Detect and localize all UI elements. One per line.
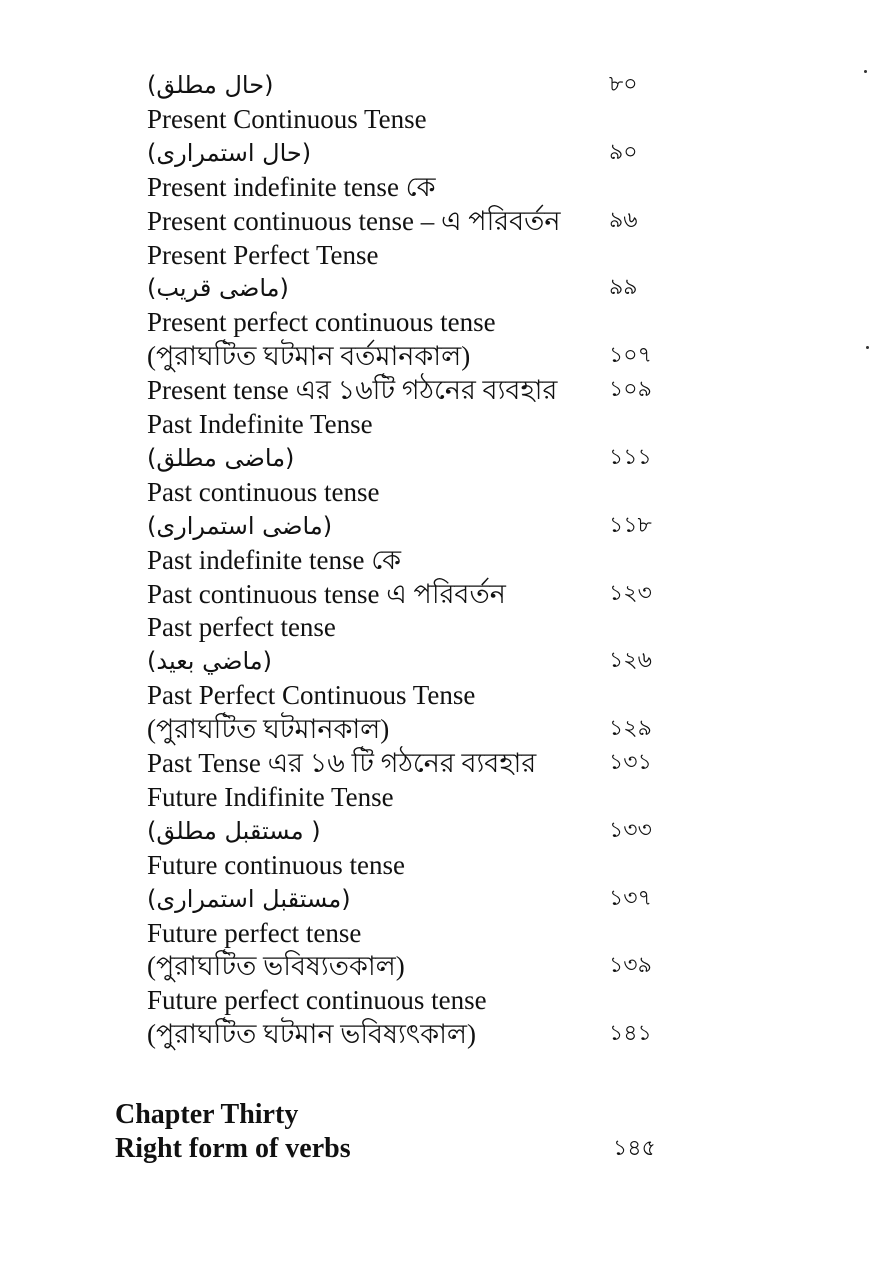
toc-entry-page-number: ১২৬ bbox=[609, 648, 652, 674]
toc-entry-page-number: ৯৯ bbox=[609, 275, 638, 301]
toc-entry-page-number: ১১৮ bbox=[609, 512, 652, 538]
chapter-heading bbox=[115, 1098, 298, 1132]
toc-entry-title: Future Indifinite Tense bbox=[147, 781, 394, 812]
toc-entry bbox=[147, 136, 677, 170]
toc-entry-title: (حال مطلق) bbox=[147, 71, 274, 99]
toc-entry-title: (ماضی استمراری) bbox=[147, 511, 333, 540]
toc-entry-title: (পুরাঘটিত ঘটমান বর্তমানকাল) bbox=[147, 341, 471, 372]
toc-entry-title: Present Perfect Tense bbox=[147, 239, 379, 270]
toc-entry bbox=[147, 577, 677, 611]
chapter-heading-text: Chapter Thirty bbox=[115, 1099, 299, 1130]
toc-entry bbox=[147, 475, 677, 509]
toc-entry bbox=[147, 882, 677, 916]
toc-entry bbox=[147, 949, 677, 983]
toc-entry bbox=[147, 916, 677, 950]
toc-entry-title: (ماضي بعيد) bbox=[147, 647, 273, 676]
toc-entry-page-number: ১৩৩ bbox=[609, 817, 652, 843]
toc-entry bbox=[147, 271, 677, 305]
toc-entry-title: (حال استمراری) bbox=[147, 138, 312, 167]
toc-entry bbox=[147, 678, 677, 712]
toc-entry-title: Future perfect tense bbox=[147, 917, 362, 948]
toc-entry bbox=[147, 407, 677, 441]
toc-entry bbox=[147, 441, 677, 475]
toc-entry-title: (ماضی قریب) bbox=[147, 274, 289, 303]
toc-entry-title: Present Continuous Tense bbox=[147, 103, 427, 134]
toc-entry-title: Past continuous tense এ পরিবর্তন bbox=[147, 578, 506, 609]
toc-entry-page-number: ৮০ bbox=[609, 72, 638, 97]
toc-entry-title: Present indefinite tense কে bbox=[147, 171, 436, 202]
toc-entry-page-number: ১৩১ bbox=[609, 750, 652, 775]
toc-entry bbox=[147, 644, 677, 678]
toc-entry-page-number: ১২৯ bbox=[609, 716, 652, 742]
toc-entry-page-number: ১৪১ bbox=[609, 1021, 652, 1047]
scan-speck bbox=[864, 70, 867, 73]
toc-entry bbox=[147, 68, 677, 102]
toc-entry-page-number: ১২৩ bbox=[609, 580, 652, 606]
toc-entry bbox=[147, 780, 677, 814]
chapter-title-row bbox=[115, 1132, 656, 1166]
chapter-page-number: ১৪৫ bbox=[613, 1136, 656, 1161]
toc-entry bbox=[147, 983, 677, 1017]
toc-entry-page-number: ১৩৭ bbox=[609, 885, 652, 911]
toc-entry-page-number: ১১১ bbox=[609, 444, 652, 470]
toc-entry-title: Past continuous tense bbox=[147, 476, 380, 507]
toc-entry bbox=[147, 373, 677, 407]
toc-entry-title: Past Perfect Continuous Tense bbox=[147, 680, 476, 711]
toc-entry-title: (পুরাঘটিত ঘটমানকাল) bbox=[147, 714, 390, 745]
toc-entry-page-number: ১০৯ bbox=[609, 377, 652, 403]
toc-entry bbox=[147, 814, 677, 848]
toc-entry-title: Present perfect continuous tense bbox=[147, 307, 496, 338]
toc-entry bbox=[147, 339, 677, 373]
toc-entry bbox=[147, 1017, 677, 1051]
toc-entry bbox=[147, 170, 677, 204]
toc-entry-title: (পুরাঘটিত ঘটমান ভবিষ্যৎকাল) bbox=[147, 1019, 477, 1050]
scan-speck bbox=[866, 346, 869, 349]
toc-entry-title: Future continuous tense bbox=[147, 849, 405, 880]
toc-entry-page-number: ৯০ bbox=[609, 139, 638, 165]
toc-entry-title: Present continuous tense – এ পরিবর্তন bbox=[147, 205, 561, 236]
toc-entry bbox=[147, 746, 677, 780]
toc-entry-page-number: ১০৭ bbox=[609, 343, 652, 369]
toc-entry-page-number: ৯৬ bbox=[609, 207, 638, 233]
toc-entry bbox=[147, 712, 677, 746]
toc-entry-title: (ماضی مطلق) bbox=[147, 443, 295, 472]
toc-entry-title: Future perfect continuous tense bbox=[147, 985, 487, 1016]
toc-entry bbox=[147, 610, 677, 644]
toc-entry bbox=[147, 204, 677, 238]
toc-entry-title: (مستقبل استمراری) bbox=[147, 884, 351, 913]
toc-entry bbox=[147, 238, 677, 272]
toc-entry bbox=[147, 509, 677, 543]
toc-entry bbox=[147, 305, 677, 339]
chapter-title-text: Right form of verbs bbox=[115, 1133, 351, 1164]
toc-entry-page-number: ১৩৯ bbox=[609, 953, 652, 979]
toc-entry bbox=[147, 848, 677, 882]
toc-entry-title: Past Tense এর ১৬ টি গঠনের ব্যবহার bbox=[147, 748, 537, 778]
toc-entry-title: Past Indefinite Tense bbox=[147, 409, 373, 439]
toc-entry-title: (পুরাঘটিত ভবিষ্যতকাল) bbox=[147, 951, 405, 982]
toc-entry-title: Past indefinite tense কে bbox=[147, 544, 402, 575]
toc-entry-title: Present tense এর ১৬টি গঠনের ব্যবহার bbox=[147, 375, 558, 406]
toc-entry-title: ( مستقبل مطلق) bbox=[147, 816, 321, 845]
toc-entry-title: Past perfect tense bbox=[147, 612, 336, 643]
toc-entry bbox=[147, 102, 677, 136]
toc-entry bbox=[147, 543, 677, 577]
